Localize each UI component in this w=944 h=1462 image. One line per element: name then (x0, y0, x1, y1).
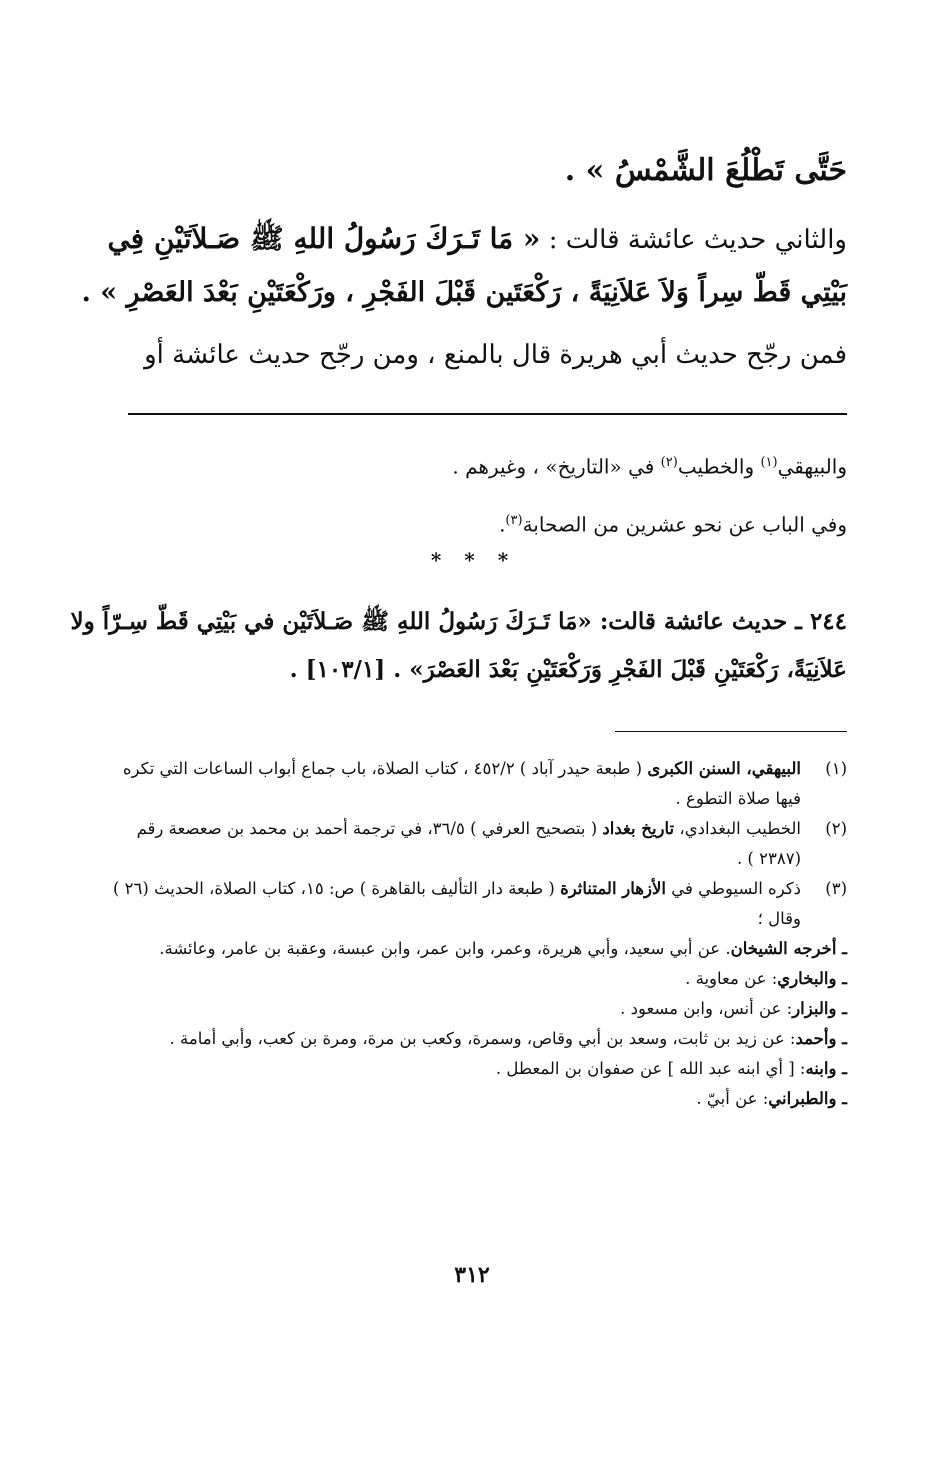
hadith-244-line-1: ٢٤٤ ـ حديث عائشة قالت: «مَا تَـرَكَ رَسُولُ اللهِ ﷺ صَـلاَتَيْن في بَيْتِي قَطّ سِـرّاً ولا (70, 608, 847, 635)
hadith-244-line-2: عَلاَنِيَةً، رَكْعَتَيْنِ قَبْلَ الفَجْرِ وَرَكْعَتَيْنِ بَعْدَ العَصْرَ» . [١٠٣/١] . (289, 656, 847, 683)
narrator-label: ـ والبزار (792, 999, 847, 1018)
footnote-3-detail: ( طبعة دار التأليف بالقاهرة ) ص: ١٥، كتاب الصلاة، الحديث (٢٦ ) وقال ؛ (112, 879, 801, 928)
footnote-1-source: البيهقي، السنن الكبرى (647, 759, 801, 778)
narrator-list: : عن معاوية . (685, 969, 778, 988)
footnote-2-detail: ( بتصحيح العرفي ) ٣٦/٥، في ترجمة أحمد بن محمد بن صعصعة رقم (٢٣٨٧ ) . (136, 819, 801, 868)
narrator-label: ـ أخرجه الشيخان (730, 939, 847, 958)
footnote-1 (100, 754, 847, 814)
footnote-3-item (100, 1084, 847, 1114)
footnote-3 (100, 874, 847, 934)
footnote-3-item (100, 964, 847, 994)
continuation-line-2-end: . (499, 512, 506, 537)
continuation-line-1 (100, 438, 847, 492)
narrator-list: : عن أبيّ . (696, 1089, 769, 1108)
narrator-label: ـ والبخاري (777, 969, 847, 988)
footnote-1-detail: ( طبعة حيدر آباد ) ٤٥٢/٢ ، كتاب الصلاة، باب جماع أبواب الساعات التي تكره فيها صلاة التطوع . (122, 759, 801, 808)
footnote-ref-3[interactable]: (٣) (505, 513, 523, 528)
footnote-3-item (100, 934, 847, 964)
page-number: ٣١٢ (454, 1262, 490, 1288)
narrator-list: : عن زيد بن ثابت، وسعد بن أبي وقاص، وسمرة، وكعب بن مرة، ومرة بن كعب، وأبي أمامة . (169, 1029, 796, 1048)
footnote-2-source: تاريخ بغداد (602, 819, 675, 838)
continuation-line-2-text: وفي الباب عن نحو عشرين من الصحابة (522, 512, 847, 537)
main-paragraph-3: فمن رجّح حديث أبي هريرة قال بالمنع ، ومن رجّح حديث عائشة أو (144, 340, 847, 370)
footnote-3-number: (٣) (825, 879, 847, 898)
continuation-text-c: في «التاريخ» ، وغيرهم . (452, 454, 661, 479)
main-paragraph-2-intro: والثاني حديث عائشة قالت : (540, 225, 847, 255)
footnotes-divider (615, 731, 847, 732)
footnote-2 (100, 814, 847, 874)
footnote-1-text (100, 754, 801, 814)
footnote-ref-2[interactable]: (٢) (660, 455, 678, 470)
footnote-3-item (100, 1054, 847, 1084)
footnote-ref-1[interactable]: (١) (760, 455, 778, 470)
continuation-text-b: والخطيب (677, 454, 761, 479)
footnote-1-number: (١) (825, 759, 847, 778)
narrator-list: . عن أبي سعيد، وأبي هريرة، وعمر، وابن عمر، وابن عبسة، وعقبة بن عامر، وعائشة. (159, 939, 731, 958)
main-paragraph-2-quote-a: « مَا تَـرَكَ رَسُولُ اللهِ ﷺ صَـلاَتَيْنِ فِي (107, 222, 541, 255)
narrator-list: : [ أي ابنه عبد الله ] عن صفوان بن المعطل . (495, 1059, 806, 1078)
narrator-list: : عن أنس، وابن مسعود . (620, 999, 793, 1018)
footnote-2-author: الخطيب البغدادي، (674, 819, 801, 838)
main-paragraph-2-line-2: بَيْتِي قَطّ سِراً وَلاَ عَلاَنِيَةً ، رَكْعَتَين قَبْلَ الفَجْرِ ، ورَكْعَتَيْنِ بَعْدَ العَصْرِ » . (81, 277, 847, 308)
section-divider (128, 413, 847, 415)
narrator-label: ـ وابنه (805, 1059, 847, 1078)
narrator-label: ـ وأحمد (795, 1029, 847, 1048)
main-line-1: حَتَّى تَطْلُعَ الشَّمْسُ » . (564, 153, 847, 188)
footnote-3-intro: ذكره السيوطي في (665, 879, 801, 898)
section-stars-separator: * * * (430, 548, 517, 572)
footnote-3-item (100, 994, 847, 1024)
narrator-label: ـ والطبراني (768, 1089, 847, 1108)
continuation-line-2 (100, 496, 847, 550)
continuation-text-a: والبيهقي (777, 454, 847, 479)
footnote-2-text (100, 814, 801, 874)
footnote-3-source: الأزهار المتناثرة (560, 879, 666, 898)
footnote-3-text (100, 874, 801, 934)
footnotes-section (100, 754, 847, 1114)
footnote-2-number: (٢) (825, 819, 847, 838)
footnote-3-item (100, 1024, 847, 1054)
